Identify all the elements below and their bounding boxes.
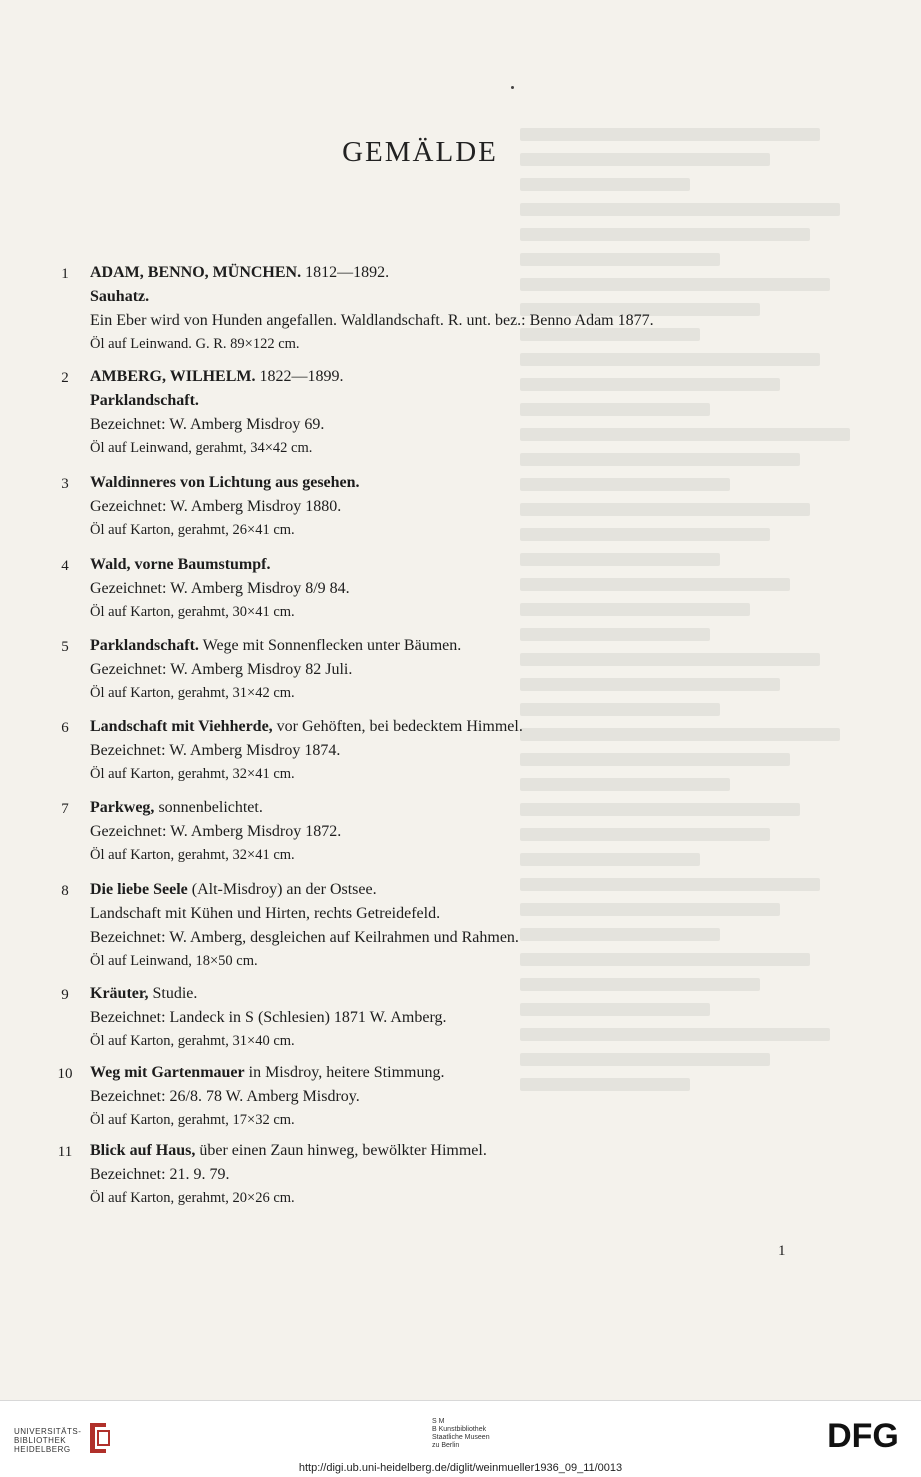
entry-number: 6 — [61, 720, 69, 736]
painting-title-rest: (Alt-Misdroy) an der Ostsee. — [187, 881, 377, 898]
logo-text-line: BIBLIOTHEK — [14, 1436, 67, 1445]
painting-title: Parklandschaft. — [90, 392, 199, 409]
entry-material: Öl auf Karton, gerahmt, 17×32 cm. — [90, 1112, 295, 1128]
entry-description: Gezeichnet: W. Amberg Misdroy 1872. — [90, 823, 342, 840]
page-number: 1 — [778, 1243, 786, 1259]
entry-heading — [90, 1064, 444, 1082]
painting-title: Landschaft mit Viehherde, — [90, 718, 273, 735]
painting-title: Blick auf Haus, — [90, 1142, 196, 1159]
entry-material: Öl auf Leinwand, 18×50 cm. — [90, 953, 258, 969]
painting-title-rest: Wege mit Sonnenflecken unter Bäumen. — [198, 637, 462, 654]
artist-name: AMBERG, WILHELM. — [90, 368, 256, 385]
painting-title: Waldinneres von Lichtung aus gesehen. — [90, 474, 360, 491]
entry-material: Öl auf Karton, gerahmt, 20×26 cm. — [90, 1190, 295, 1206]
entry-material: Öl auf Leinwand, gerahmt, 34×42 cm. — [90, 440, 313, 456]
entry-number: 8 — [61, 883, 69, 899]
kunstbibliothek-stamp — [432, 1418, 490, 1450]
painting-title: Kräuter, — [90, 985, 149, 1002]
entry-number: 9 — [61, 987, 69, 1003]
university-library-logo[interactable] — [14, 1427, 81, 1454]
painting-title-rest: sonnenbelichtet. — [154, 799, 263, 816]
painting-title-rest: Studie. — [148, 985, 198, 1002]
stamp-line: S M — [432, 1418, 445, 1425]
painting-title: Sauhatz. — [90, 288, 150, 305]
entry-material: Öl auf Karton, gerahmt, 30×41 cm. — [90, 604, 295, 620]
painting-title-rest: in Misdroy, heitere Stimmung. — [244, 1064, 445, 1081]
artist-name: ADAM, BENNO, MÜNCHEN. — [90, 264, 302, 281]
university-emblem-icon — [86, 1419, 112, 1455]
entry-material: Öl auf Karton, gerahmt, 31×40 cm. — [90, 1033, 295, 1049]
entry-description: Bezeichnet: W. Amberg Misdroy 69. — [90, 416, 325, 433]
painting-title: Die liebe Seele — [90, 881, 188, 898]
painting-title-rest: vor Gehöften, bei bedecktem Himmel. — [272, 718, 523, 735]
page-speck — [511, 86, 514, 89]
painting-title: Parklandschaft. — [90, 637, 199, 654]
entry-description: Gezeichnet: W. Amberg Misdroy 1880. — [90, 498, 342, 515]
entry-heading — [90, 556, 270, 574]
entry-material: Öl auf Karton, gerahmt, 32×41 cm. — [90, 847, 295, 863]
stamp-line: Staatliche Museen — [432, 1434, 490, 1441]
entry-heading — [90, 1142, 487, 1160]
entry-description: Landschaft mit Kühen und Hirten, rechts Getreidefeld. — [90, 905, 441, 922]
stamp-line: B Kunstbibliothek — [432, 1426, 487, 1433]
logo-text-line: HEIDELBERG — [14, 1445, 71, 1454]
entry-heading — [90, 368, 344, 386]
entry-number: 3 — [61, 476, 69, 492]
page-title: GEMÄLDE — [342, 136, 498, 168]
entry-description: Gezeichnet: W. Amberg Misdroy 82 Juli. — [90, 661, 353, 678]
entry-number: 1 — [61, 266, 69, 282]
entry-number: 11 — [57, 1144, 73, 1160]
entry-number: 5 — [61, 639, 69, 655]
entry-number: 7 — [61, 801, 69, 817]
entry-description: Gezeichnet: W. Amberg Misdroy 8/9 84. — [90, 580, 350, 597]
entry-number: 2 — [61, 370, 69, 386]
entry-description: Bezeichnet: W. Amberg Misdroy 1874. — [90, 742, 341, 759]
entry-heading — [90, 637, 461, 655]
entry-signature: Bezeichnet: W. Amberg, desgleichen auf Keilrahmen und Rahmen. — [90, 929, 519, 946]
show-through-text — [520, 128, 880, 1228]
entry-heading — [90, 799, 263, 817]
page-url-link[interactable]: http://digi.ub.uni-heidelberg.de/diglit/weinmueller1936_09_11/0013 — [298, 1462, 623, 1474]
entry-description: Bezeichnet: 26/8. 78 W. Amberg Misdroy. — [90, 1088, 360, 1105]
entry-material: Öl auf Leinwand. G. R. 89×122 cm. — [90, 336, 300, 352]
entry-material: Öl auf Karton, gerahmt, 32×41 cm. — [90, 766, 295, 782]
dfg-logo[interactable] — [815, 1415, 911, 1455]
entry-material: Öl auf Karton, gerahmt, 26×41 cm. — [90, 522, 295, 538]
entry-material: Öl auf Karton, gerahmt, 31×42 cm. — [90, 685, 295, 701]
entry-description: Bezeichnet: Landeck in S (Schlesien) 1871 W. Amberg. — [90, 1009, 447, 1026]
painting-title: Weg mit Gartenmauer — [90, 1064, 245, 1081]
entry-number: 10 — [57, 1066, 73, 1082]
artist-dates: 1812—1892. — [301, 264, 390, 281]
painting-title: Wald, vorne Baumstumpf. — [90, 556, 271, 573]
entry-heading — [90, 264, 389, 282]
artist-dates: 1822—1899. — [255, 368, 344, 385]
entry-heading — [90, 718, 523, 736]
entry-heading — [90, 881, 377, 899]
painting-title-rest: über einen Zaun hinweg, bewölkter Himmel. — [195, 1142, 487, 1159]
entry-subtitle — [90, 392, 199, 410]
entry-number: 4 — [61, 558, 69, 574]
painting-title: Parkweg, — [90, 799, 155, 816]
entry-description: Ein Eber wird von Hunden angefallen. Waldlandschaft. R. unt. bez.: Benno Adam 1877. — [90, 312, 654, 329]
entry-heading — [90, 474, 360, 492]
logo-text-line: UNIVERSITÄTS- — [14, 1427, 82, 1436]
entry-subtitle — [90, 288, 149, 306]
stamp-line: zu Berlin — [432, 1442, 460, 1449]
entry-heading — [90, 985, 197, 1003]
viewer-footer — [0, 1400, 921, 1477]
entry-description: Bezeichnet: 21. 9. 79. — [90, 1166, 230, 1183]
dfg-logo-text: DFG — [827, 1417, 899, 1455]
